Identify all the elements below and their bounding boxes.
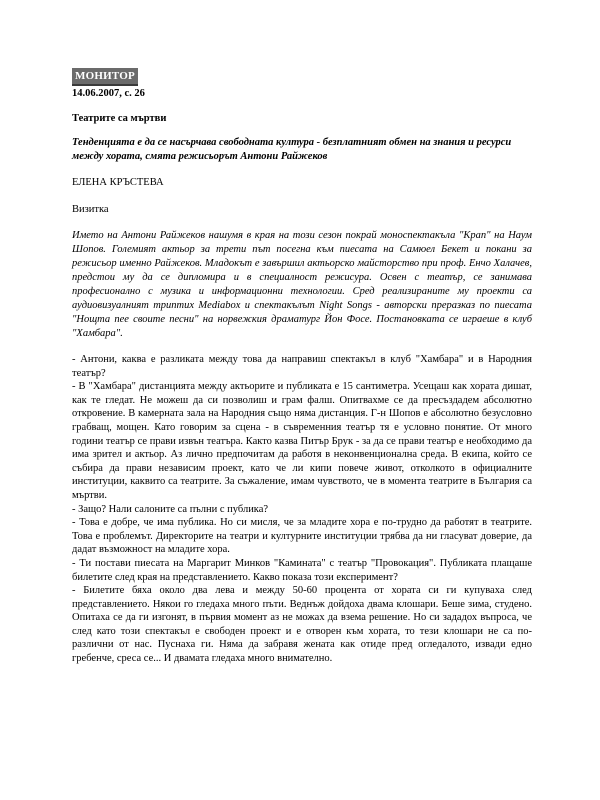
interview-question: - Защо? Нали салоните са пълни с публика? (72, 503, 269, 515)
article-title: Театрите са мъртви (72, 113, 167, 124)
article-page (72, 66, 532, 666)
bio-paragraph: Името на Антони Райжеков нашумя в края на този сезон покрай моноспектакъла "Крап" на Наум Шопов. Големият актьор за трети път посегна към пиесата на Самюел Бекет и покани за режисьор именно Райжеков. Младокът е завършил актьорско майсторство при проф. Енчо Халачев, предстои му да се дипломира и в специалност режисура. Освен с театър, се занимава професионално с музика и информационни технологии. Сред реализираните му проекти са аудиовизуалният триптих Mediabox и спектакълът Night Songs - авторски преразказ по пиесата "Нощта пее своите песни" на норвежкия драматург Йон Фосе. Постановката се играеше в клуб "Хамбара". (72, 230, 532, 339)
newspaper-logo: МОНИТОР (72, 68, 138, 86)
interview-question: - Ти постави пиесата на Маргарит Минков "Камината" с театър "Провокация". Публиката плащаше билетите след края на представлението. Какво показа този експеримент? (72, 557, 532, 583)
interview-answer: - Това е добре, че има публика. Но си мисля, че за младите хора е по-трудно да работят в театрите. Това е проблемът. Директорите на театри и културните институции трябва да ни гласуват доверие, да дадат възможност на младите хора. (72, 517, 532, 556)
interview-question: - Антони, каква е разликата между това да направиш спектакъл в клуб "Хамбара" и в Народния театър? (72, 354, 532, 379)
interview-answer: - Билетите бяха около два лева и между 50-60 процента от хората си ги купуваха след представлението. Някои го гледаха много пъти. Веднъж дойдоха двама клошари. Беше зима, студено. Опитаха се да ги изгонят, в първия момент аз не можах да взема решение. Но си зададох въпроса, че след като този спектакъл е свободен проект и е отворен към хората, то тези клошари не са по-различни от нас. Пуснаха ги. Няма да забравя жената как отиде пред огледалото, извади едно гребенче, среса се... И двамата гледаха много внимателно. (72, 585, 532, 665)
interview-body (72, 353, 532, 666)
interview-answer: - В "Хамбара" дистанцията между актьорите и публиката е 15 сантиметра. Усещаш как хората дишат, как те гледат. Не можеш да си позволиш и грам фалш. Опитвахме се да пресъздадем абсолютно откровение. В камерната зала на Народния също няма дистанция. Г-н Шопов е абсолютно безусловно грабващ, мощен. Като говорим за сцена - в съвременния театър тя е условно понятие. От много години театър се прави извън театъра. Както казва Питър Брук - за да се прави театър е необходимо да има зрител и актьор. Аз лично предпочитам да работя в неконвенционална среда. В екипа, който се събира да прави независим проект, като че ли кипи повече живот, отколкото в официалните институции, каквито са театрите. За съжаление, имам чувството, че в момента театрите в България са мъртви. (72, 381, 532, 501)
section-label: Визитка (72, 204, 109, 215)
article-author: ЕЛЕНА КРЪСТЕВА (72, 177, 164, 188)
article-lead: Тенденцията е да се насърчава свободната култура - безплатният обмен на знания и ресурси между хората, смята режисьорът Антони Райжеков (72, 137, 512, 162)
publication-date: 14.06.2007, с. 26 (72, 88, 145, 99)
